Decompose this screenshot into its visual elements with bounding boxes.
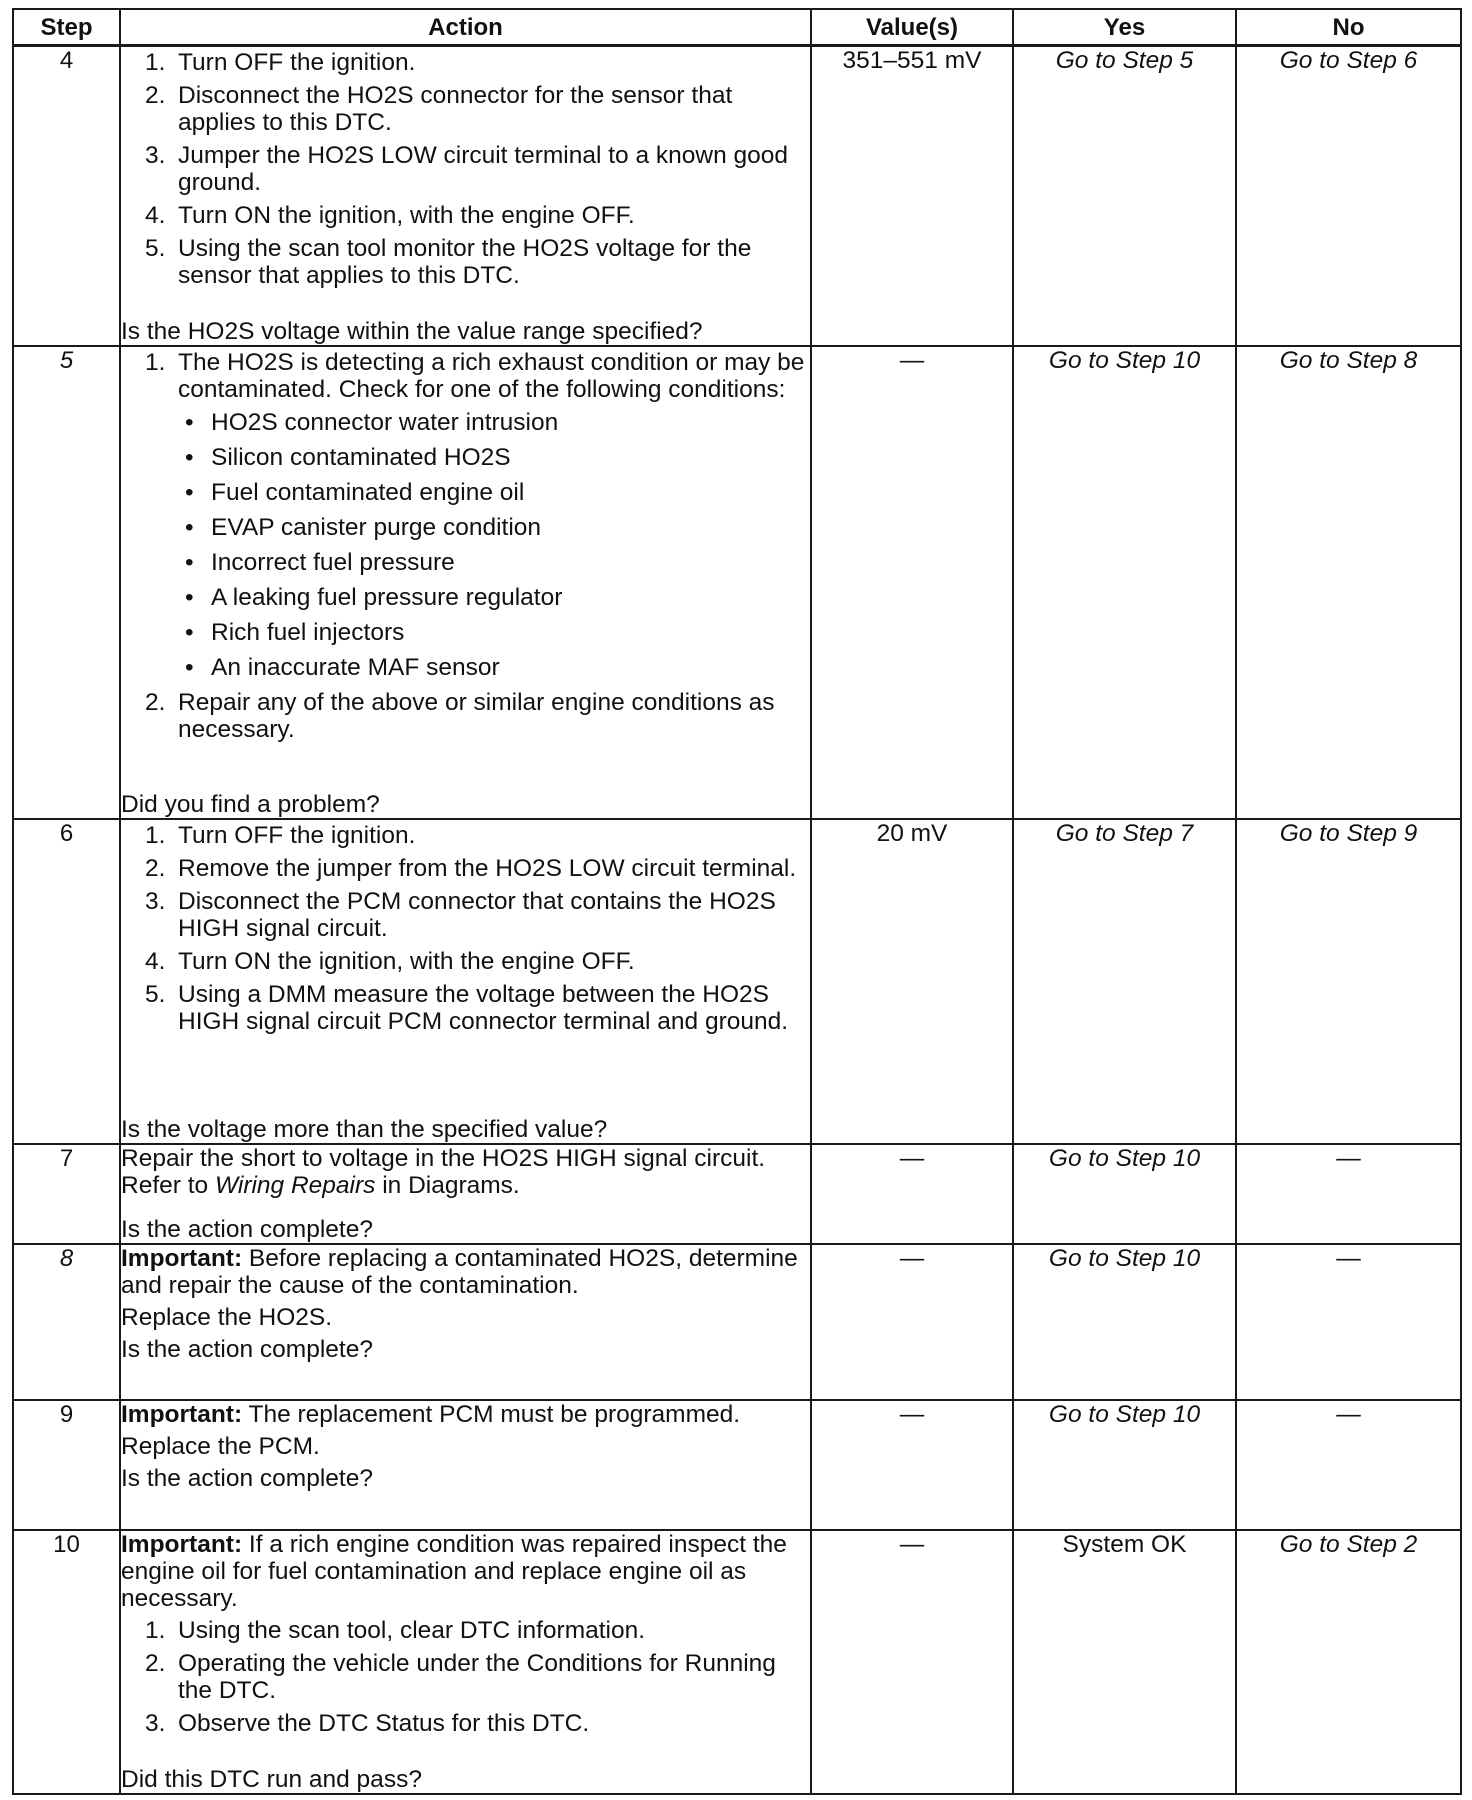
list-item: 2. Operating the vehicle under the Conditions for Running the DTC. [145, 1649, 776, 1704]
step-number: 10 [13, 1530, 120, 1794]
yes-link[interactable]: Go to Step 10 [1013, 346, 1236, 819]
header-step: Step [13, 9, 120, 46]
value-cell: — [811, 1144, 1013, 1244]
bullet-item: • An inaccurate MAF sensor [185, 653, 500, 681]
step-number: 7 [13, 1144, 120, 1244]
yes-link[interactable]: Go to Step 5 [1013, 46, 1236, 346]
list-item: 1. The HO2S is detecting a rich exhaust condition or may be contaminated. Check for one of the following conditions: [145, 348, 805, 403]
bullet-item: • Rich fuel injectors [185, 618, 405, 646]
list-item: 2. Repair any of the above or similar engine conditions as necessary. [145, 688, 775, 743]
bullet-item: • Silicon contaminated HO2S [185, 443, 511, 471]
header-action: Action [120, 9, 811, 46]
action-cell [120, 46, 811, 346]
value-cell: 351–551 mV [811, 46, 1013, 346]
yes-link[interactable]: Go to Step 10 [1013, 1144, 1236, 1244]
wiring-repairs-reference: Wiring Repairs [214, 1171, 376, 1199]
header-no: No [1236, 9, 1461, 46]
list-item: 2. Disconnect the HO2S connector for the sensor that applies to this DTC. [145, 82, 733, 136]
step-number: 4 [13, 46, 120, 346]
list-item: 1. Using the scan tool, clear DTC information. [145, 1616, 646, 1644]
list-item: 2. Remove the jumper from the HO2S LOW circuit terminal. [145, 854, 797, 882]
list-item: 1. Turn OFF the ignition. [145, 49, 416, 76]
bullet-item: • Incorrect fuel pressure [185, 548, 455, 576]
question-text: Is the action complete? [121, 1335, 373, 1363]
no-link[interactable]: Go to Step 2 [1236, 1530, 1461, 1794]
step-number: 8 [13, 1244, 120, 1400]
value-cell: — [811, 1244, 1013, 1400]
question-text: Is the action complete? [121, 1215, 373, 1243]
bullet-item: • A leaking fuel pressure regulator [185, 583, 563, 611]
step-number: 5 [13, 346, 120, 819]
header-values: Value(s) [811, 9, 1013, 46]
diagnostic-page [12, 8, 1460, 1793]
no-link[interactable]: Go to Step 6 [1236, 46, 1461, 346]
step-number: 9 [13, 1400, 120, 1530]
question-text: Did you find a problem? [121, 790, 380, 818]
table-header-row [13, 9, 1461, 46]
table-row-step-7 [13, 1144, 1461, 1244]
important-note: Important: If a rich engine condition was repaired inspect the engine oil for fuel contamination and replace engine oil as necessary. [121, 1530, 787, 1612]
instruction-text: Repair the short to voltage in the HO2S HIGH signal circuit. Refer to Wiring Repairs in Diagrams. [121, 1144, 766, 1199]
no-cell: — [1236, 1244, 1461, 1400]
no-cell: — [1236, 1400, 1461, 1530]
table-row-step-6 [13, 819, 1461, 1144]
list-item: 4. Turn ON the ignition, with the engine OFF. [145, 202, 635, 229]
list-item: 3. Disconnect the PCM connector that contains the HO2S HIGH signal circuit. [145, 887, 776, 942]
table-row-step-5 [13, 346, 1461, 819]
diagnostic-table [12, 8, 1462, 1795]
bullet-item: • Fuel contaminated engine oil [185, 478, 525, 506]
action-cell [120, 1400, 811, 1530]
yes-link[interactable]: Go to Step 7 [1013, 819, 1236, 1144]
important-note: Important: Before replacing a contaminated HO2S, determine and repair the cause of the contamination. [121, 1244, 798, 1299]
action-cell [120, 1144, 811, 1244]
yes-link[interactable]: Go to Step 10 [1013, 1244, 1236, 1400]
question-text: Did this DTC run and pass? [121, 1765, 422, 1793]
no-link[interactable]: Go to Step 9 [1236, 819, 1461, 1144]
no-link[interactable]: Go to Step 8 [1236, 346, 1461, 819]
yes-link[interactable]: System OK [1013, 1530, 1236, 1794]
action-cell [120, 819, 811, 1144]
list-item: 4. Turn ON the ignition, with the engine OFF. [145, 947, 635, 975]
list-item: 3. Observe the DTC Status for this DTC. [145, 1709, 590, 1737]
value-cell: — [811, 1400, 1013, 1530]
action-cell [120, 1530, 811, 1794]
list-item: 5. Using the scan tool monitor the HO2S voltage for the sensor that applies to this DTC. [145, 235, 752, 289]
table-row-step-9 [13, 1400, 1461, 1530]
table-row-step-8 [13, 1244, 1461, 1400]
value-cell: — [811, 1530, 1013, 1794]
header-yes: Yes [1013, 9, 1236, 46]
table-row-step-4 [13, 46, 1461, 346]
question-text: Is the action complete? [121, 1464, 373, 1492]
step-number: 6 [13, 819, 120, 1144]
action-cell [120, 1244, 811, 1400]
value-cell: — [811, 346, 1013, 819]
list-item: 5. Using a DMM measure the voltage between the HO2S HIGH signal circuit PCM connector terminal and ground. [145, 980, 789, 1035]
question-text: Is the voltage more than the specified value? [121, 1115, 608, 1143]
list-item: 1. Turn OFF the ignition. [145, 821, 416, 849]
important-note: Important: The replacement PCM must be programmed. [121, 1400, 741, 1428]
instruction-text: Replace the HO2S. [121, 1303, 333, 1331]
action-cell [120, 346, 811, 819]
value-cell: 20 mV [811, 819, 1013, 1144]
no-cell: — [1236, 1144, 1461, 1244]
list-item: 3. Jumper the HO2S LOW circuit terminal to a known good ground. [145, 142, 789, 196]
yes-link[interactable]: Go to Step 10 [1013, 1400, 1236, 1530]
bullet-item: • EVAP canister purge condition [185, 513, 542, 541]
table-row-step-10 [13, 1530, 1461, 1794]
bullet-item: • HO2S connector water intrusion [185, 408, 559, 436]
question-text: Is the HO2S voltage within the value range specified? [121, 317, 703, 345]
instruction-text: Replace the PCM. [121, 1432, 320, 1460]
